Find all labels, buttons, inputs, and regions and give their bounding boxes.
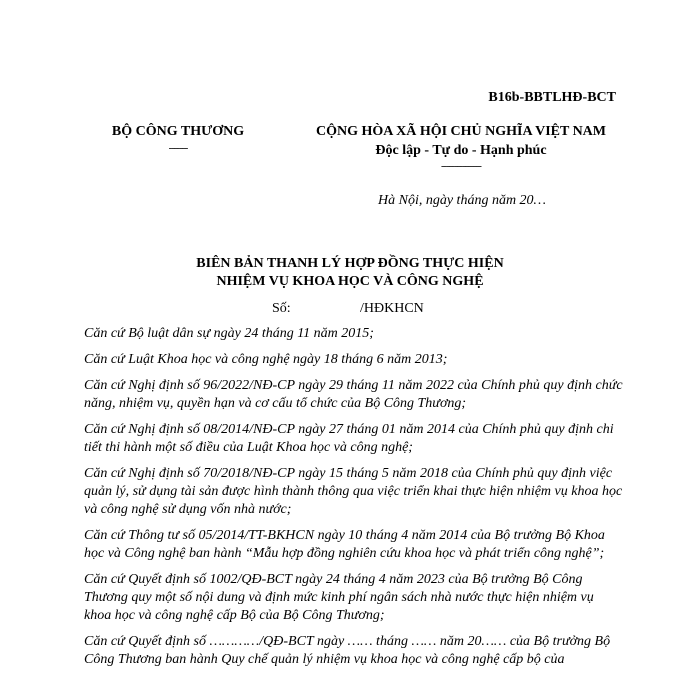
document-number [272,301,424,317]
legal-basis-paragraph: Căn cứ Nghị định số 08/2014/NĐ-CP ngày 27 tháng 01 năm 2014 của Chính phủ quy định chi tiết thi hành một số điều của Luật Khoa học và công nghệ; [84,422,614,455]
legal-basis-paragraph: Căn cứ Quyết định số 1002/QĐ-BCT ngày 24 tháng 4 năm 2023 của Bộ trưởng Bộ Công Thương quy một số nội dung và định mức kinh phí ngân sách nhà nước thực hiện nhiệm vụ khoa học và công nghệ cấp Bộ của Bộ Công Thương; [84,572,594,623]
republic-header: CỘNG HÒA XÃ HỘI CHỦ NGHĨA VIỆT NAM [315,124,606,139]
legal-basis-paragraph: Căn cứ Bộ luật dân sự ngày 24 tháng 11 năm 2015; [84,326,374,341]
legal-basis-paragraph: Căn cứ Nghị định số 96/2022/NĐ-CP ngày 29 tháng 11 năm 2022 của Chính phủ quy định chức năng, nhiệm vụ, quyền hạn và cơ cấu tổ chức của Bộ Công Thương; [84,378,623,411]
ministry-name: BỘ CÔNG THƯƠNG [111,124,245,139]
number-label: Số: [272,301,291,316]
document-code: B16b-BBTLHĐ-BCT [488,90,616,105]
national-motto: Độc lập - Tự do - Hạnh phúc [375,143,547,158]
place-date: Hà Nội, ngày tháng năm 20… [378,193,546,208]
legal-basis-paragraph: Căn cứ Thông tư số 05/2014/TT-BKHCN ngày 10 tháng 4 năm 2014 của Bộ trưởng Bộ Khoa học và Công nghệ ban hành “Mẫu hợp đồng nghiên cứu khoa học và phát triển công nghệ”; [84,528,605,561]
number-suffix: /HĐKHCN [360,301,424,316]
legal-basis-paragraph: Căn cứ Nghị định số 70/2018/NĐ-CP ngày 15 tháng 5 năm 2018 của Chính phủ quy định việc quản lý, sử dụng tài sản được hình thành thông qua việc triển khai thực hiện nhiệm vụ khoa học và công nghệ sử dụng vốn nhà nước; [84,466,623,517]
motto-divider: --------------- [441,160,481,172]
legal-basis-list [84,325,624,677]
document-title-line-2: NHIỆM VỤ KHOA HỌC VÀ CÔNG NGHỆ [216,274,484,289]
legal-basis-paragraph: Căn cứ Luật Khoa học và công nghệ ngày 18 tháng 6 năm 2013; [84,352,448,367]
legal-basis-paragraph: Căn cứ Quyết định số …………/QĐ-BCT ngày …… tháng …… năm 20…… của Bộ trưởng Bộ Công Thương ban hành Quy chế quản lý nhiệm vụ khoa học và công nghệ cấp bộ của [84,634,611,667]
ministry-divider: ------- [168,142,188,154]
document-title-line-1: BIÊN BẢN THANH LÝ HỢP ĐỒNG THỰC HIỆN [196,256,504,271]
